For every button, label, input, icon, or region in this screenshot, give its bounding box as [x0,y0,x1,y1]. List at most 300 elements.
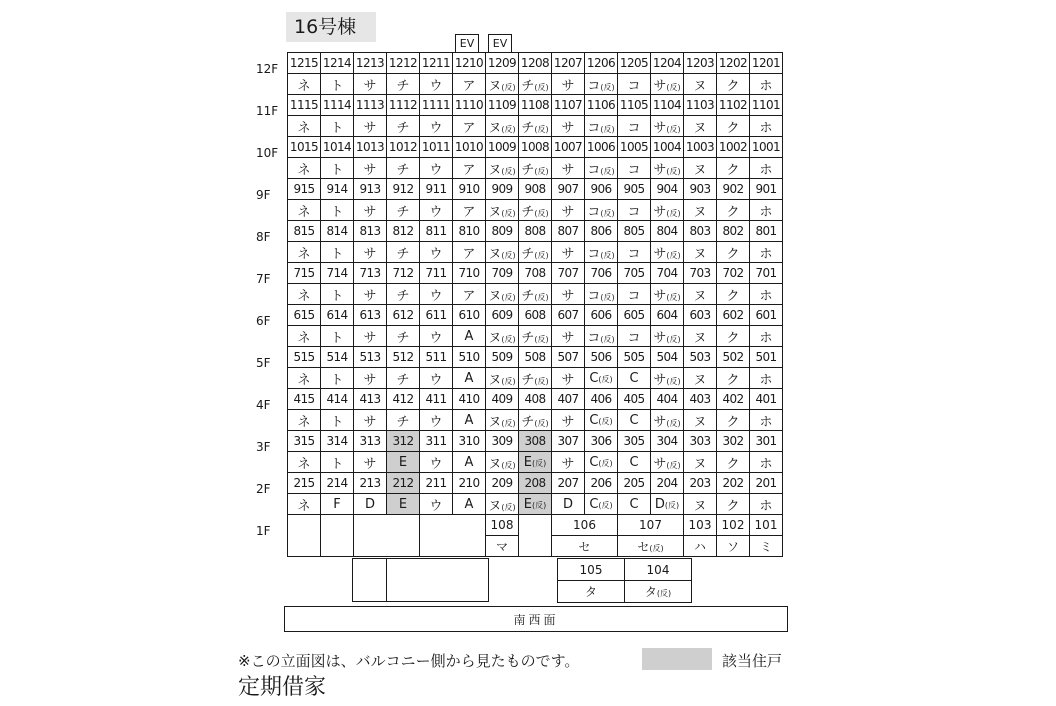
elevator-label: EV [488,34,512,52]
unit-number: 1004 [651,137,684,158]
unit-type: チ [387,158,420,179]
unit-type: ト [321,200,354,221]
unit-type: A [453,410,486,431]
floor-label: 3F [256,440,271,454]
unit-type: ア [453,116,486,137]
unit-number: 503 [684,347,717,368]
unit-type: ヌ(反) [486,74,519,95]
unit-type: チ [387,242,420,263]
unit-number: 1107 [552,95,585,116]
unit-type: A [453,452,486,473]
unit-number: 712 [387,263,420,284]
unit-number: 506 [585,347,618,368]
unit-type: コ [618,242,651,263]
unit-number: 103 [684,515,717,536]
unit-type: ト [321,74,354,95]
unit-number: 1105 [618,95,651,116]
unit-number: 1012 [387,137,420,158]
unit-type: ネ [288,494,321,515]
unit-type: ミ [750,536,783,557]
unit-type: ア [453,200,486,221]
unit-number: 414 [321,389,354,410]
unit-type: ト [321,116,354,137]
unit-number: 606 [585,305,618,326]
unit-type: コ(反) [585,158,618,179]
unit-number: 514 [321,347,354,368]
unit-type: ク [717,200,750,221]
unit-number: 1202 [717,53,750,74]
unit-number: 815 [288,221,321,242]
unit-number: 1101 [750,95,783,116]
unit-type: ウ [420,116,453,137]
unit-number: 904 [651,179,684,200]
unit-type: サ(反) [651,326,684,347]
unit-type: ウ [420,242,453,263]
unit-type: ネ [288,326,321,347]
unit-type: サ [354,200,387,221]
unit-number: 106 [552,515,618,536]
unit-type: ヌ [684,158,717,179]
unit-type: C(反) [585,368,618,389]
unit-type: ウ [420,452,453,473]
unit-number: 401 [750,389,783,410]
unit-number: 301 [750,431,783,452]
unit-number: 1109 [486,95,519,116]
unit-type: ク [717,452,750,473]
unit-number: 608 [519,305,552,326]
floor-label: 10F [256,146,279,160]
unit-number: 1211 [420,53,453,74]
unit-number: 1011 [420,137,453,158]
unit-number: 1001 [750,137,783,158]
unit-type: ヌ(反) [486,158,519,179]
unit-number: 1003 [684,137,717,158]
unit-number: 613 [354,305,387,326]
unit-type: サ [354,242,387,263]
unit-type: サ [354,410,387,431]
unit-type: ク [717,74,750,95]
unit-number: 509 [486,347,519,368]
unit-number: 1110 [453,95,486,116]
unit-number: 905 [618,179,651,200]
unit-number: 714 [321,263,354,284]
unit-number: 501 [750,347,783,368]
unit-number: 101 [750,515,783,536]
unit-number: 708 [519,263,552,284]
unit-type: ネ [288,452,321,473]
unit-number: 713 [354,263,387,284]
unit-type: A [453,494,486,515]
unit-type: ホ [750,74,783,95]
unit-number: 603 [684,305,717,326]
contract-type: 定期借家 [238,675,327,700]
unit-number: 313 [354,431,387,452]
unit-type: チ(反) [519,284,552,305]
unit-number: 402 [717,389,750,410]
unit-type: ホ [750,326,783,347]
unit-type: ク [717,116,750,137]
unit-number: 1204 [651,53,684,74]
unit-number: 205 [618,473,651,494]
unit-number: 1215 [288,53,321,74]
unit-number: 1203 [684,53,717,74]
unit-number: 1213 [354,53,387,74]
unit-type: ヌ(反) [486,452,519,473]
unit-number: 204 [651,473,684,494]
unit-type: サ [552,410,585,431]
unit-type: ソ [717,536,750,557]
unit-type: ホ [750,494,783,515]
unit-number: 1113 [354,95,387,116]
unit-type: ヌ [684,74,717,95]
unit-number: 912 [387,179,420,200]
unit-number: 1002 [717,137,750,158]
unit-number: 408 [519,389,552,410]
unit-type: ヌ(反) [486,284,519,305]
unit-type: ト [321,410,354,431]
unit-type: C(反) [585,494,618,515]
floor-label: 6F [256,314,271,328]
unit-number: 611 [420,305,453,326]
unit-type: セ [552,536,618,557]
unit-number: 802 [717,221,750,242]
unit-number: 1206 [585,53,618,74]
unit-number: 1111 [420,95,453,116]
unit-number: 808 [519,221,552,242]
unit-type: ウ [420,494,453,515]
unit-type: ホ [750,284,783,305]
unit-number: 505 [618,347,651,368]
unit-type: ウ [420,326,453,347]
unit-number: 1104 [651,95,684,116]
unit-type: C(反) [585,410,618,431]
unit-number: 201 [750,473,783,494]
unit-type: ク [717,410,750,431]
unit-type: ホ [750,116,783,137]
unit-type: ト [321,242,354,263]
unit-number: 215 [288,473,321,494]
unit-number: 907 [552,179,585,200]
unit-number: 412 [387,389,420,410]
unit-type: チ(反) [519,326,552,347]
unit-type: ト [321,368,354,389]
unit-number: 814 [321,221,354,242]
unit-number: 906 [585,179,618,200]
unit-number: 409 [486,389,519,410]
unit-number: 1108 [519,95,552,116]
unit-type: コ(反) [585,74,618,95]
unit-type: チ(反) [519,116,552,137]
unit-number: 308 [519,431,552,452]
unit-type: チ [387,326,420,347]
unit-number: 413 [354,389,387,410]
unit-number: 102 [717,515,750,536]
unit-number: 704 [651,263,684,284]
unit-type: C(反) [585,452,618,473]
unit-number: 813 [354,221,387,242]
unit-number: 903 [684,179,717,200]
blank-annex-box [352,558,489,602]
floor-label: 2F [256,482,271,496]
unit-type: サ(反) [651,242,684,263]
unit-type: サ(反) [651,74,684,95]
unit-number: 1006 [585,137,618,158]
unit-type: ヌ(反) [486,242,519,263]
unit-number: 405 [618,389,651,410]
unit-type: ホ [750,242,783,263]
unit-type: サ [552,326,585,347]
unit-number: 706 [585,263,618,284]
unit-number: 1114 [321,95,354,116]
unit-number: 203 [684,473,717,494]
unit-number: 705 [618,263,651,284]
unit-number: 908 [519,179,552,200]
unit-type: ア [453,242,486,263]
unit-type: ク [717,368,750,389]
unit-number: 1013 [354,137,387,158]
unit-number: 711 [420,263,453,284]
unit-number: 315 [288,431,321,452]
unit-type: コ [618,200,651,221]
unit-number: 1008 [519,137,552,158]
unit-number: 1214 [321,53,354,74]
elevation-note: ※この立面図は、バルコニー側から見たものです。 [238,652,580,670]
empty-unit [354,515,420,557]
unit-number: 614 [321,305,354,326]
unit-number: 211 [420,473,453,494]
unit-number: 513 [354,347,387,368]
unit-type: ヌ(反) [486,116,519,137]
unit-type: ヌ(反) [486,410,519,431]
empty-unit [321,515,354,557]
unit-number: 809 [486,221,519,242]
unit-number: 303 [684,431,717,452]
unit-type: ヌ [684,242,717,263]
unit-number: 1014 [321,137,354,158]
unit-number: 208 [519,473,552,494]
unit-number: 407 [552,389,585,410]
unit-type: ウ [420,200,453,221]
unit-type: サ [552,452,585,473]
unit-number: 415 [288,389,321,410]
unit-type: ア [453,284,486,305]
unit-number: 108 [486,515,519,536]
unit-type: コ(反) [585,284,618,305]
unit-number: 804 [651,221,684,242]
unit-number: 812 [387,221,420,242]
unit-number: 801 [750,221,783,242]
unit-type: コ [618,74,651,95]
unit-number: 910 [453,179,486,200]
unit-number: 610 [453,305,486,326]
unit-type: チ [387,368,420,389]
unit-type: ヌ(反) [486,494,519,515]
elevator-label: EV [455,34,479,52]
unit-type: サ(反) [651,452,684,473]
unit-number: 707 [552,263,585,284]
unit-number: 605 [618,305,651,326]
unit-number: 213 [354,473,387,494]
elevation-grid [287,52,783,557]
unit-type: ホ [750,158,783,179]
empty-unit [420,515,486,557]
unit-number: 504 [651,347,684,368]
unit-number: 307 [552,431,585,452]
unit-type: ク [717,242,750,263]
unit-type: チ [387,284,420,305]
unit-number: 209 [486,473,519,494]
unit-number: 403 [684,389,717,410]
floor-label: 12F [256,62,279,76]
unit-type: サ [354,326,387,347]
unit-type: ヌ [684,494,717,515]
unit-number: 107 [618,515,684,536]
unit-number: 710 [453,263,486,284]
unit-type: チ(反) [519,410,552,431]
unit-type: ウ [420,368,453,389]
unit-type: E(反) [519,452,552,473]
unit-number: 609 [486,305,519,326]
unit-type: サ(反) [651,116,684,137]
unit-number: 302 [717,431,750,452]
unit-type: セ(反) [618,536,684,557]
unit-type: ホ [750,452,783,473]
unit-number: 214 [321,473,354,494]
unit-number: 210 [453,473,486,494]
unit-number: 1015 [288,137,321,158]
unit-type: サ(反) [651,200,684,221]
unit-number: 909 [486,179,519,200]
unit-type: サ [354,284,387,305]
unit-type: コ(反) [585,116,618,137]
unit-type: チ(反) [519,368,552,389]
unit-number: 902 [717,179,750,200]
unit-type: E(反) [519,494,552,515]
unit-type: ア [453,158,486,179]
unit-type: コ(反) [585,200,618,221]
unit-type: C [618,368,651,389]
unit-type: ク [717,284,750,305]
unit-type: ホ [750,368,783,389]
unit-type: C [618,494,651,515]
unit-type: チ [387,74,420,95]
unit-type: サ [552,368,585,389]
unit-number: 306 [585,431,618,452]
unit-type: コ(反) [585,242,618,263]
unit-type: ヌ [684,368,717,389]
unit-type: D [552,494,585,515]
unit-number: 1005 [618,137,651,158]
floor-label: 8F [256,230,271,244]
unit-type: コ [618,326,651,347]
unit-type: チ(反) [519,74,552,95]
unit-type: サ [552,242,585,263]
unit-number: 105 [558,559,625,581]
unit-number: 1210 [453,53,486,74]
unit-type: ネ [288,74,321,95]
unit-type: サ [354,116,387,137]
unit-type: ヌ [684,116,717,137]
unit-type: ヌ [684,284,717,305]
unit-number: 1007 [552,137,585,158]
unit-number: 508 [519,347,552,368]
unit-type: C [618,452,651,473]
unit-number: 811 [420,221,453,242]
unit-type: D(反) [651,494,684,515]
unit-type: ヌ(反) [486,200,519,221]
unit-type: ウ [420,284,453,305]
unit-type: サ(反) [651,158,684,179]
unit-type: サ [552,158,585,179]
unit-type: サ [552,74,585,95]
unit-type: タ(反) [625,581,692,603]
floor-label: 7F [256,272,271,286]
unit-number: 914 [321,179,354,200]
unit-type: チ(反) [519,158,552,179]
unit-number: 715 [288,263,321,284]
unit-type: ホ [750,410,783,431]
empty-unit [519,515,552,557]
unit-type: ネ [288,158,321,179]
unit-number: 1212 [387,53,420,74]
unit-number: 312 [387,431,420,452]
unit-type: サ [354,74,387,95]
unit-number: 805 [618,221,651,242]
building-label: 16号棟 [286,12,376,42]
unit-type: チ(反) [519,200,552,221]
unit-number: 615 [288,305,321,326]
unit-number: 701 [750,263,783,284]
unit-type: A [453,368,486,389]
annex-units-table [557,558,692,603]
unit-type: ヌ [684,410,717,431]
facade-label: 南西面 [284,606,788,632]
unit-number: 515 [288,347,321,368]
unit-type: サ(反) [651,368,684,389]
unit-number: 810 [453,221,486,242]
unit-number: 305 [618,431,651,452]
unit-number: 703 [684,263,717,284]
unit-number: 1112 [387,95,420,116]
unit-number: 913 [354,179,387,200]
unit-type: E [387,452,420,473]
unit-number: 1115 [288,95,321,116]
unit-type: ク [717,494,750,515]
unit-type: ト [321,158,354,179]
floor-label: 1F [256,524,271,538]
unit-type: ト [321,452,354,473]
unit-type: コ [618,284,651,305]
unit-number: 404 [651,389,684,410]
unit-type: コ(反) [585,326,618,347]
unit-number: 602 [717,305,750,326]
unit-number: 1009 [486,137,519,158]
unit-number: 1208 [519,53,552,74]
unit-type: ト [321,284,354,305]
unit-type: ネ [288,410,321,431]
unit-type: チ [387,410,420,431]
unit-number: 304 [651,431,684,452]
unit-type: ヌ [684,200,717,221]
unit-type: ネ [288,242,321,263]
unit-type: ネ [288,200,321,221]
unit-type: A [453,326,486,347]
unit-number: 507 [552,347,585,368]
highlight-legend-swatch [642,648,712,670]
unit-number: 512 [387,347,420,368]
unit-type: ク [717,158,750,179]
unit-type: サ(反) [651,410,684,431]
